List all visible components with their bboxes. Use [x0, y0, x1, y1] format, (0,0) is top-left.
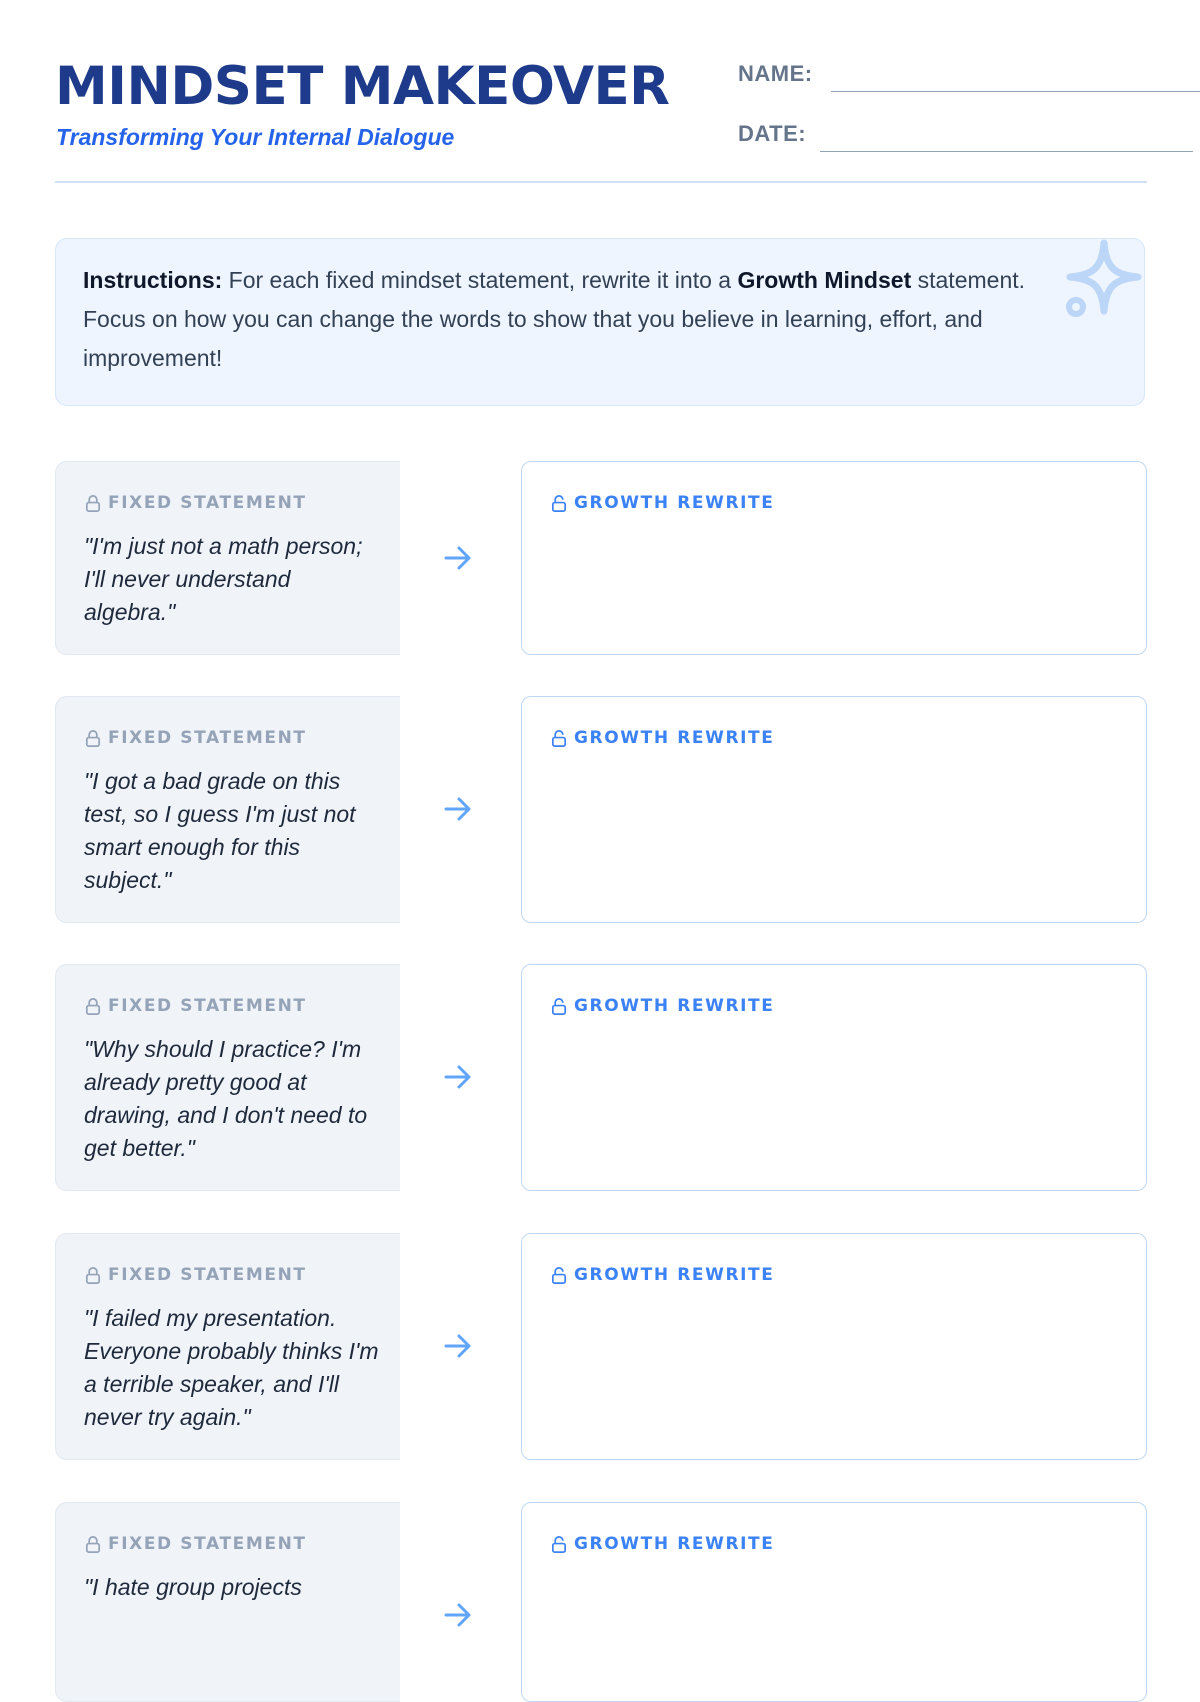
exercise-row — [55, 964, 1147, 1191]
growth-rewrite-label: GROWTH REWRITE — [574, 996, 775, 1016]
instructions-text — [83, 261, 1084, 378]
worksheet-header — [55, 55, 1147, 185]
page-title: MINDSET MAKEOVER — [55, 56, 670, 117]
growth-rewrite-box[interactable] — [521, 461, 1147, 655]
fixed-statement-card — [55, 696, 400, 923]
arrow-right-icon — [441, 1060, 475, 1094]
unlock-icon — [550, 729, 568, 748]
fixed-statement-card — [55, 1233, 400, 1460]
fixed-statement-tag — [84, 1534, 307, 1554]
unlock-icon — [550, 997, 568, 1016]
fixed-statement-tag — [84, 996, 307, 1016]
instructions-text-a: For each fixed mindset statement, rewrite it into a — [222, 267, 738, 293]
growth-rewrite-label: GROWTH REWRITE — [574, 493, 775, 513]
exercise-row — [55, 696, 1147, 923]
growth-rewrite-label: GROWTH REWRITE — [574, 1265, 775, 1285]
growth-rewrite-tag — [550, 1534, 774, 1554]
fixed-statement-card — [55, 461, 400, 655]
lock-icon — [84, 1266, 102, 1285]
growth-rewrite-box[interactable] — [521, 696, 1147, 923]
header-divider — [55, 181, 1147, 183]
date-label: DATE: — [738, 121, 807, 146]
lock-icon — [84, 729, 102, 748]
fixed-statement-text: "I hate group projects — [84, 1574, 302, 1600]
growth-rewrite-label: GROWTH REWRITE — [574, 728, 775, 748]
arrow-right-icon — [441, 541, 475, 575]
fixed-statement-tag — [84, 493, 307, 513]
fixed-statement-card — [55, 964, 400, 1191]
unlock-icon — [550, 1266, 568, 1285]
growth-rewrite-tag — [550, 493, 774, 513]
sparkle-icon — [1058, 238, 1145, 327]
fixed-statement-text: "I'm just not a math person; I'll never understand algebra." — [84, 533, 363, 625]
growth-rewrite-box[interactable] — [521, 964, 1147, 1191]
arrow-right-icon — [441, 792, 475, 826]
arrow-right-icon — [441, 1329, 475, 1363]
unlock-icon — [550, 494, 568, 513]
exercise-row — [55, 461, 1147, 655]
arrow-right-icon — [441, 1598, 475, 1632]
fixed-statement-label: FIXED STATEMENT — [108, 996, 307, 1016]
page-subtitle: Transforming Your Internal Dialogue — [56, 124, 455, 150]
fixed-statement-tag — [84, 728, 307, 748]
instructions-emphasis: Growth Mindset — [737, 267, 912, 293]
fixed-statement-label: FIXED STATEMENT — [108, 1534, 307, 1554]
lock-icon — [84, 997, 102, 1016]
exercise-row — [55, 1233, 1147, 1460]
name-label: NAME: — [738, 61, 813, 86]
date-line[interactable] — [820, 151, 1193, 152]
instructions-lead: Instructions: — [83, 267, 223, 293]
unlock-icon — [550, 1535, 568, 1554]
fixed-statement-text: "I got a bad grade on this test, so I guess I'm just not smart enough for this subject." — [84, 768, 356, 893]
growth-rewrite-box[interactable] — [521, 1502, 1147, 1702]
instructions-text-b: statement. Focus on how you can change the words to show that you believe in learning, effort, and improvement! — [83, 267, 1026, 371]
fixed-statement-text: "I failed my presentation. Everyone probably thinks I'm a terrible speaker, and I'll never try again." — [84, 1305, 379, 1430]
growth-rewrite-label: GROWTH REWRITE — [574, 1534, 775, 1554]
fixed-statement-card — [55, 1502, 400, 1702]
lock-icon — [84, 494, 102, 513]
fixed-statement-tag — [84, 1265, 307, 1285]
instructions-box — [55, 238, 1145, 406]
growth-rewrite-tag — [550, 996, 774, 1016]
fixed-statement-label: FIXED STATEMENT — [108, 1265, 307, 1285]
fixed-statement-label: FIXED STATEMENT — [108, 493, 307, 513]
name-line[interactable] — [831, 91, 1200, 92]
lock-icon — [84, 1535, 102, 1554]
fixed-statement-label: FIXED STATEMENT — [108, 728, 307, 748]
name-field[interactable] — [738, 55, 1200, 95]
growth-rewrite-box[interactable] — [521, 1233, 1147, 1460]
growth-rewrite-tag — [550, 1265, 774, 1285]
exercise-row — [55, 1502, 1147, 1702]
fixed-statement-text: "Why should I practice? I'm already pretty good at drawing, and I don't need to get better." — [84, 1036, 368, 1161]
date-field[interactable] — [738, 115, 1193, 155]
growth-rewrite-tag — [550, 728, 774, 748]
